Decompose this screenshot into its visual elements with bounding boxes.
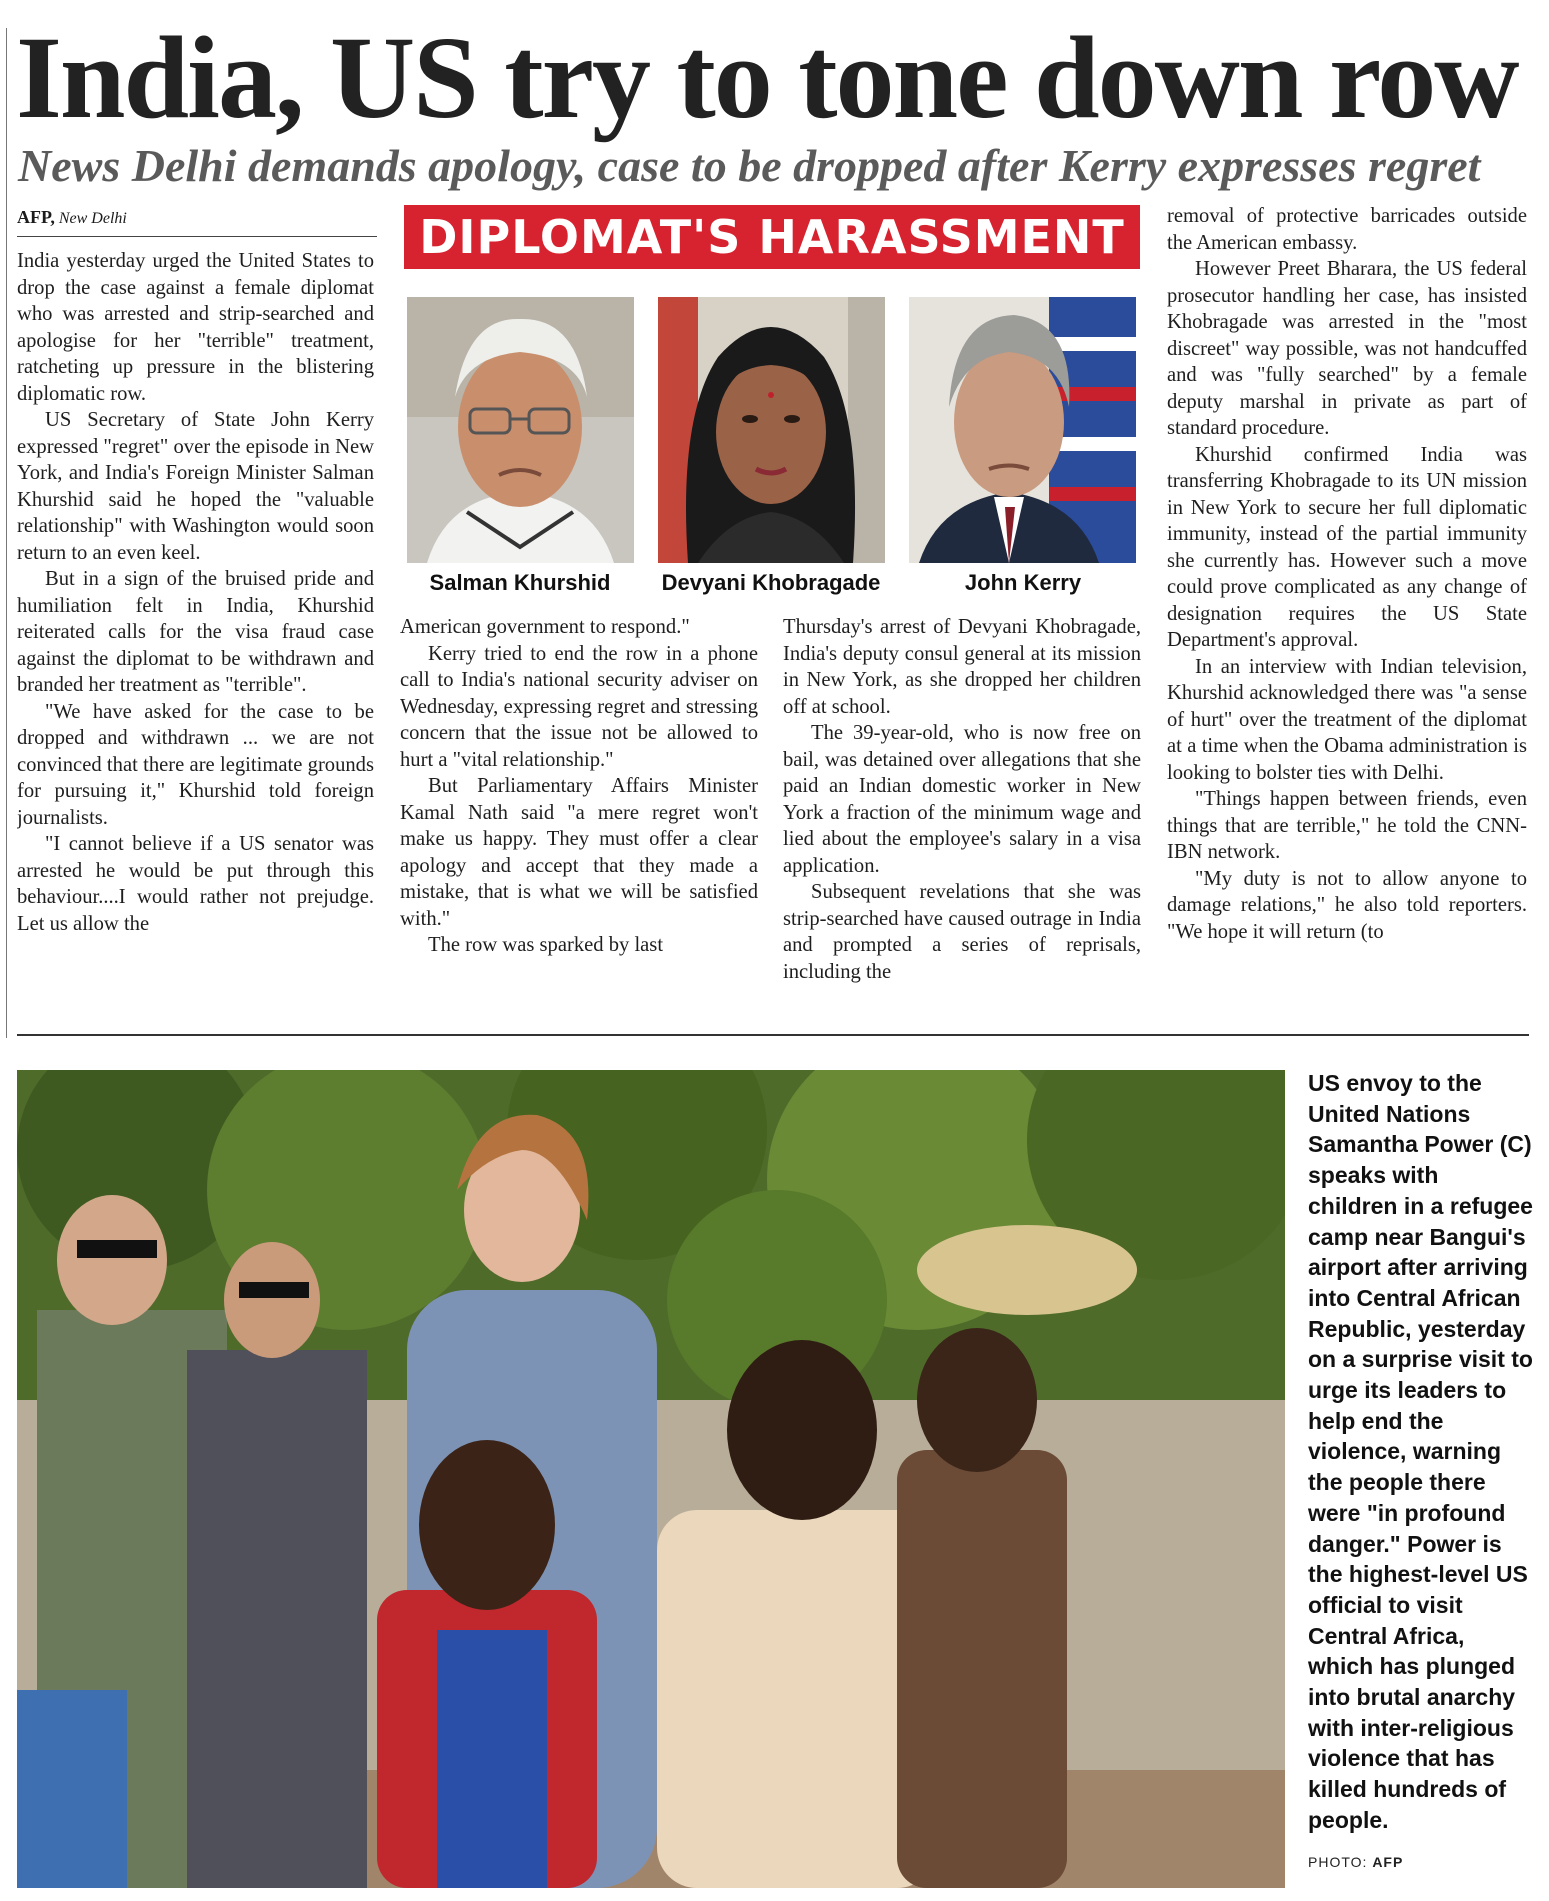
paragraph: But in a sign of the bruised pride and humiliation felt in India, Khurshid reiterated calls for the visa fraud case against the diplomat to be withdrawn and branded her treatment as "terrible". <box>17 568 374 696</box>
portrait-photo-icon <box>909 297 1136 563</box>
paragraph: However Preet Bharara, the US federal prosecutor handling her case, has insisted Khobragade was arrested in the "most discreet" way possible, was not handcuffed and was "fully searched" by a female deputy marshal in private as part of standard procedure. <box>1167 258 1527 439</box>
paragraph: But Parliamentary Affairs Minister Kamal Nath said "a mere regret won't make us happy. They must offer a clear apology and accept that they made a mistake, that is what we will be satisfied with." <box>400 775 758 930</box>
paragraph: "Things happen between friends, even things that are terrible," he told the CNN-IBN network. <box>1167 788 1527 863</box>
portrait-caption-salman-khurshid: Salman Khurshid <box>429 570 611 595</box>
paragraph: Kerry tried to end the row in a phone call to India's national security adviser on Wednesday, expressing regret and stressing concern that the issue not be allowed to hurt a "vital relationship." <box>400 642 758 771</box>
section-divider <box>17 1034 1529 1036</box>
left-margin-rule <box>6 28 7 1038</box>
paragraph: Khurshid confirmed India was transferring Khobragade to its UN mission in New York to secure her full diplomatic immunity, instead of the partial immunity she currently has. However such a move could prove complicated as any change of designation requires the US State Department's approval. <box>1167 443 1527 651</box>
paragraph: India yesterday urged the United States to drop the case against a female diplomat who was arrested and strip-searched and apologise for her "terrible" treatment, ratcheting up pressure in the blistering diplomatic row. <box>17 250 374 405</box>
portrait-caption-john-kerry: John Kerry <box>964 570 1082 595</box>
paragraph: Subsequent revelations that she was strip-searched have caused outrage in India and prompted a series of reprisals, including the <box>783 881 1141 983</box>
paragraph: American government to respond." <box>400 616 690 638</box>
section-banner: DIPLOMAT'S HARASSMENT <box>404 205 1140 269</box>
photo-credit-label: PHOTO: <box>1308 1854 1368 1870</box>
paragraph: Thursday's arrest of Devyani Khobragade, India's deputy consul general at its mission in New York, as she dropped her children off at school. <box>783 616 1141 718</box>
paragraph: The row was sparked by last <box>428 934 664 956</box>
portrait-photo-icon <box>407 297 634 563</box>
photo-credit-agency: AFP <box>1372 1854 1404 1870</box>
subheadline: News Delhi demands apology, case to be dropped after Kerry expresses regret <box>18 140 1481 191</box>
paragraph: removal of protective barricades outside the American embassy. <box>1167 205 1527 254</box>
paragraph: In an interview with Indian television, Khurshid acknowledged there was "a sense of hurt" over the treatment of the diplomat at a time when the Obama administration is looking to bolster ties with Delhi. <box>1167 655 1527 784</box>
news-photo <box>17 1070 1285 1888</box>
byline <box>17 207 377 237</box>
portrait-devyani-khobragade <box>658 297 885 563</box>
paragraph: US Secretary of State John Kerry expressed "regret" over the episode in New York, and India's Foreign Minister Salman Khurshid said he hoped the "valuable relationship" with Washington would soon return to an even keel. <box>17 409 374 564</box>
paragraph: "I cannot believe if a US senator was arrested he would be put through this behaviour....I would rather not prejudge. Let us allow the <box>17 833 374 935</box>
portrait-caption-devyani-khobragade: Devyani Khobragade <box>661 570 881 595</box>
byline-agency: AFP, <box>17 207 55 227</box>
article-column-3 <box>783 614 1141 1018</box>
paragraph: "We have asked for the case to be dropped and withdrawn ... we are not convinced that there are legitimate grounds for pursuing it," Khurshid told foreign journalists. <box>17 700 374 829</box>
article-column-4 <box>1167 203 1527 1018</box>
photo-caption: US envoy to the United Nations Samantha Power (C) speaks with children in a refugee camp near Bangui's airport after arriving into Central African Republic, yesterday on a surprise visit to urge its leaders to help end the violence, warning the people there were "in profound danger." Power is the highest-level US official to visit Central Africa, which has plunged into brutal anarchy with inter-religious violence that has killed hundreds of people. <box>1308 1070 1533 1833</box>
paragraph: The 39-year-old, who is now free on bail, was detained over allegations that she paid an Indian domestic worker in New York a fraction of the minimum wage and lied about the employee's salary in a visa application. <box>783 722 1141 877</box>
article-column-2 <box>400 614 758 1018</box>
portrait-photo-icon <box>658 297 885 563</box>
article-column-1 <box>17 248 374 1018</box>
paragraph: "My duty is not to allow anyone to damage relations," he also told reporters. "We hope it will return (to <box>1167 867 1527 943</box>
photo-credit <box>1308 1854 1403 1870</box>
byline-place: New Delhi <box>58 210 127 227</box>
headline: India, US try to tone down row <box>16 12 1518 143</box>
portrait-john-kerry <box>909 297 1136 563</box>
news-photo-icon <box>17 1070 1285 1888</box>
portrait-salman-khurshid <box>407 297 634 563</box>
